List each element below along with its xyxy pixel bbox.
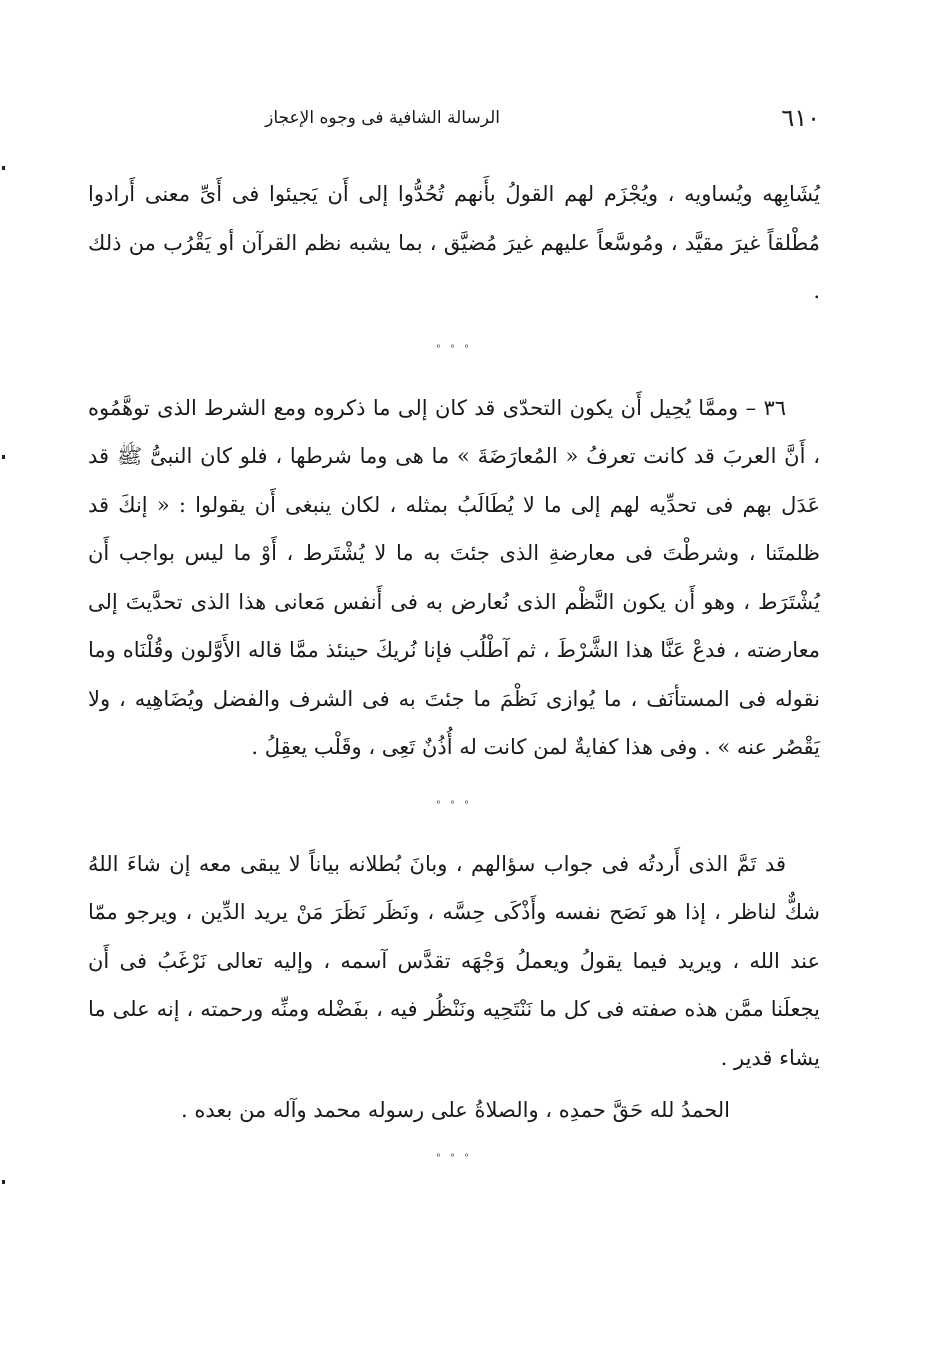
- section-divider: ° ° °: [435, 799, 473, 811]
- paragraph-continuation: يُشَابِهه ويُساويه ، ويُجْزَم لهم القولُ بأَنهم تُحُدُّوا إلى أَن يَجيئوا فى أَىِّ معنى أَرادوا مُطْلقاً غيرَ مقيَّد ، ومُوسَّعاً عليهم غيرَ مُضيَّق ، بما يشبه نظم القرآن أو يَقْرُب من ذلك .: [88, 182, 820, 303]
- running-title: الرسالة الشافية فى وجوه الإعجاز: [265, 108, 500, 128]
- section-divider: ° ° °: [435, 1152, 473, 1164]
- page-header: [90, 104, 820, 140]
- page-number: ٦١٠: [781, 104, 820, 132]
- scan-edge-mark: [2, 455, 5, 459]
- section-divider: ° ° °: [435, 343, 473, 355]
- page-body: [88, 170, 820, 1183]
- paragraph-36: ٣٦ – وممَّا يُحِيل أَن يكون التحدّى قد كان إلى ما ذكروه ومع الشرط الذى توهَّمُوه ، أَنَّ العربَ قد كانت تعرفُ « المُعارَضَةَ » ما هى وما شرطها ، فلو كان النبىُّ ﷺ قد عَدَل بهم فى تحدِّيه لهم إلى ما لا يُطَالَبُ بمثله ، لكان ينبغى أَن يقولوا : « إنكَ قد ظلمتَنا ، وشرطْتَ فى معارضةِ الذى جئتَ به ما لا يُشْتَرط ، أَوْ ما ليس بواجب أَن يُشْتَرَط ، وهو أَن يكون النَّظْم الذى نُعارض به فى أَنفس مَعانى هذا الذى تحدَّيتَ إلى معارضته ، فدعْ عَنَّا هذا الشَّرْطَ ، ثم آطْلُب فإنا نُريكَ حينئذ ممَّا قاله الأَوَّلون وقُلْنَاه وما نقوله فى المستأنَف ، ما يُوازى نَظْمَ ما جئتَ به فى الشرف والفضل ويُضَاهِيه ، ولا يَقْصُر عنه » . وفى هذا كفايةٌ لمن كانت له أُذُنٌ تَعِى ، وقَلْب يعقِلُ .: [88, 395, 820, 759]
- scan-edge-mark: [2, 1180, 5, 1184]
- paragraph-conclusion: قد تَمَّ الذى أَردتُه فى جواب سؤالهم ، وبانَ بُطلانه بياناً لا يبقى معه إن شاءَ اللهُ شكٌّ لناظر ، إذا هو نَصَح نفسه وأَذْكَى حِسَّه ، ونَظَر نَظَرَ مَنْ يريد الدِّين ، ويرجو ممّا عند الله ، ويريد فيما يقولُ ويعملُ وَجْهَه تقدَّس آسمه ، وإليه تعالى نَرْغَبُ فى أَن يجعلَنا ممَّن هذه صفته فى كل ما نَنْتَحِيه ونَنْظُر فيه ، بفَضْله ومنِّه ورحمته ، إنه على ما يشاء قدير .: [88, 851, 820, 1070]
- scan-edge-mark: [2, 166, 5, 170]
- closing-doxology: الحمدُ لله حَقَّ حمدِه ، والصلاةُ على رسوله محمد وآله من بعده .: [181, 1098, 730, 1122]
